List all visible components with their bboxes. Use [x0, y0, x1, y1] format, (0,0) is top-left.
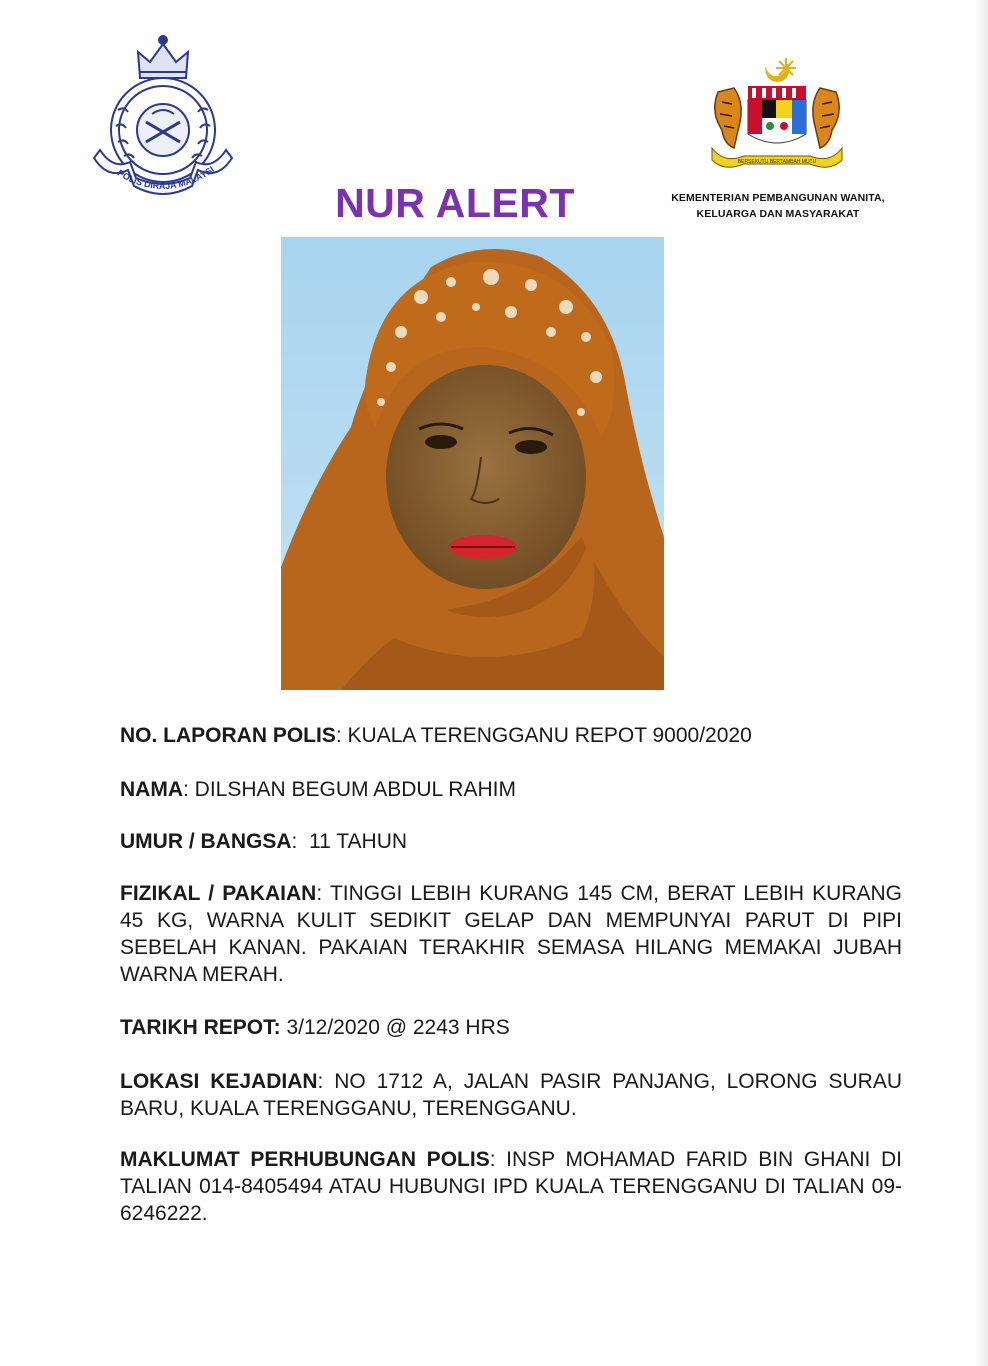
page-title: NUR ALERT	[335, 180, 575, 226]
age-field: UMUR / BANGSA: 11 TAHUN	[120, 830, 408, 853]
police-report-field: NO. LAPORAN POLIS: KUALA TERENGGANU REPOT 9000/2020	[120, 724, 752, 747]
missing-person-photo	[281, 237, 664, 690]
location-field: LOKASI KEJADIAN: NO 1712 A, JALAN PASIR PANJANG, LORONG SURAU BARU, KUALA TERENGGANU, TERENGGANU.	[120, 1070, 902, 1120]
age-label: UMUR / BANGSA	[120, 830, 292, 853]
page-edge-shadow	[976, 0, 988, 1366]
physical-field: FIZIKAL / PAKAIAN: TINGGI LEBIH KURANG 145 CM, BERAT LEBIH KURANG 45 KG, WARNA KULIT SEDIKIT GELAP DAN MEMPUNYAI PARUT DI PIPI SEBELAH KANAN. PAKAIAN TERAKHIR SEMASA HILANG MEMAKAI JUBAH WARNA MERAH.	[120, 882, 902, 986]
name-label: NAMA	[120, 778, 183, 801]
report-date-value: 3/12/2020 @ 2243 HRS	[286, 1016, 510, 1039]
coat-of-arms-logo	[704, 52, 850, 170]
report-date-field	[120, 1014, 902, 1041]
police-logo-text: POLIS DIRAJA MALAYSI	[115, 164, 216, 192]
contact-value: INSP MOHAMAD FARID BIN GHANI DI TALIAN 014-8405494 ATAU HUBUNGI IPD KUALA TERENGGANU DI TALIAN 09-6246222.	[120, 1148, 902, 1225]
coat-of-arms-motto: BERSEKUTU BERTAMBAH MUTU	[737, 159, 817, 165]
name-value: DILSHAN BEGUM ABDUL RAHIM	[194, 778, 516, 801]
report-date-label: TARIKH REPOT:	[120, 1016, 281, 1039]
contact-field: MAKLUMAT PERHUBUNGAN POLIS: INSP MOHAMAD FARID BIN GHANI DI TALIAN 014-8405494 ATAU HUBUNGI IPD KUALA TERENGGANU DI TALIAN 09-6246222.	[120, 1148, 902, 1225]
physical-label: FIZIKAL / PAKAIAN	[120, 882, 317, 905]
age-value: 11 TAHUN	[309, 830, 408, 853]
police-report-value: KUALA TERENGGANU REPOT 9000/2020	[347, 724, 752, 747]
location-label: LOKASI KEJADIAN	[120, 1070, 318, 1093]
contact-label: MAKLUMAT PERHUBUNGAN POLIS	[120, 1148, 490, 1171]
physical-value: TINGGI LEBIH KURANG 145 CM, BERAT LEBIH KURANG 45 KG, WARNA KULIT SEDIKIT GELAP DAN MEMPUNYAI PARUT DI PIPI SEBELAH KANAN. PAKAIAN TERAKHIR SEMASA HILANG MEMAKAI JUBAH WARNA MERAH.	[120, 882, 902, 986]
police-logo	[88, 30, 238, 210]
location-value: NO 1712 A, JALAN PASIR PANJANG, LORONG SURAU BARU, KUALA TERENGGANU, TERENGGANU.	[120, 1070, 902, 1120]
name-field: NAMA: DILSHAN BEGUM ABDUL RAHIM	[120, 778, 516, 801]
police-report-label: NO. LAPORAN POLIS	[120, 724, 336, 747]
ministry-name: KEMENTERIAN PEMBANGUNAN WANITA, KELUARGA DAN MASYARAKAT	[671, 192, 885, 220]
